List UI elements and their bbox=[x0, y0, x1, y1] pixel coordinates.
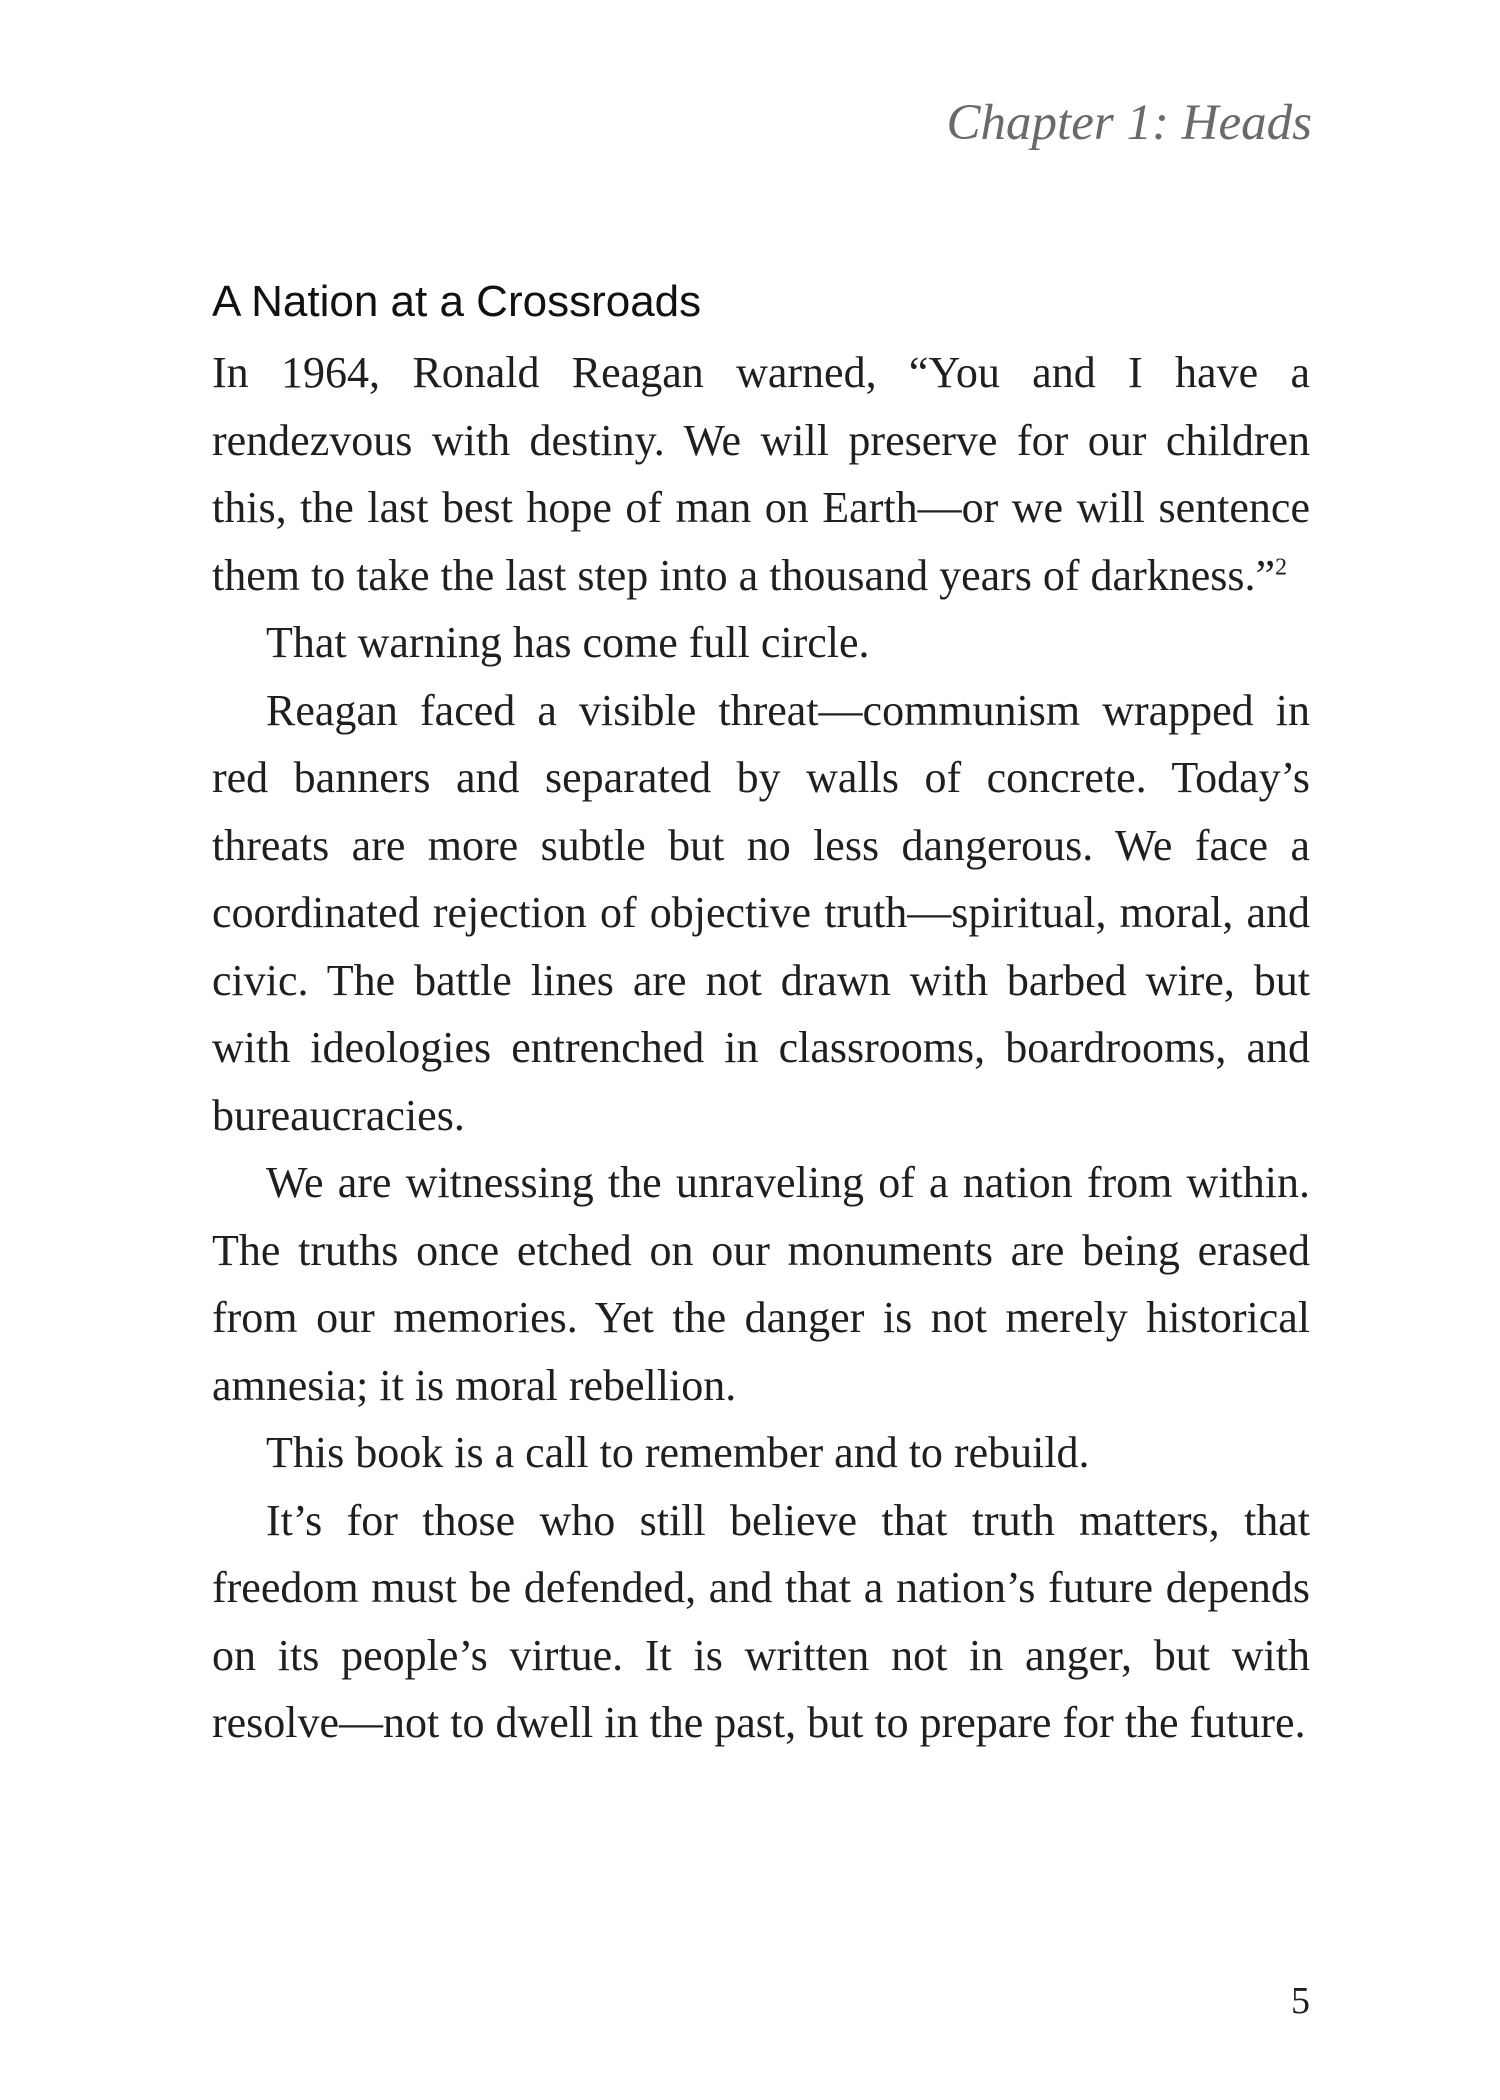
page-body bbox=[212, 274, 1310, 1757]
section-title: A Nation at a Crossroads bbox=[212, 277, 702, 326]
paragraph-call-to-remember: This book is a call to remember and to rebuild. bbox=[266, 1428, 1090, 1477]
paragraph-truth-matters: It’s for those who still believe that truth matters, that freedom must be defended, and that a nation’s future depends on its people’s virtue. It is written not in anger, but with resolve—not to dwell in the past, but to prepare for the future. bbox=[212, 1495, 1310, 1747]
paragraph-unraveling: We are witnessing the unraveling of a nation from within. The truths once etched on our monuments are being erased from our memories. Yet the danger is not merely historical amnesia; it is moral rebellion. bbox=[212, 1158, 1310, 1410]
running-head: Chapter 1: Heads bbox=[946, 95, 1312, 151]
page-number: 5 bbox=[1291, 1980, 1310, 2022]
paragraph-visible-threat: Reagan faced a visible threat—communism wrapped in red banners and separated by walls of concrete. Today’s threats are more subtle but no less dangerous. We face a coordinated rejection of objective truth—spiritual, moral, and civic. The battle lines are not drawn with barbed wire, but with ideologies entrenched in classrooms, boardrooms, and bureaucracies. bbox=[212, 685, 1310, 1140]
footnote-reference: 2 bbox=[1275, 552, 1288, 580]
paragraph-full-circle: That warning has come full circle. bbox=[266, 618, 870, 667]
paragraph-reagan-quote bbox=[212, 339, 1310, 609]
paragraph-text: In 1964, Ronald Reagan warned, “You and I have a rendezvous with destiny. We will preserve for our children this, the last best hope of man on Earth—or we will sentence them to take the last step into a thousand years of darkness.” bbox=[212, 348, 1310, 600]
